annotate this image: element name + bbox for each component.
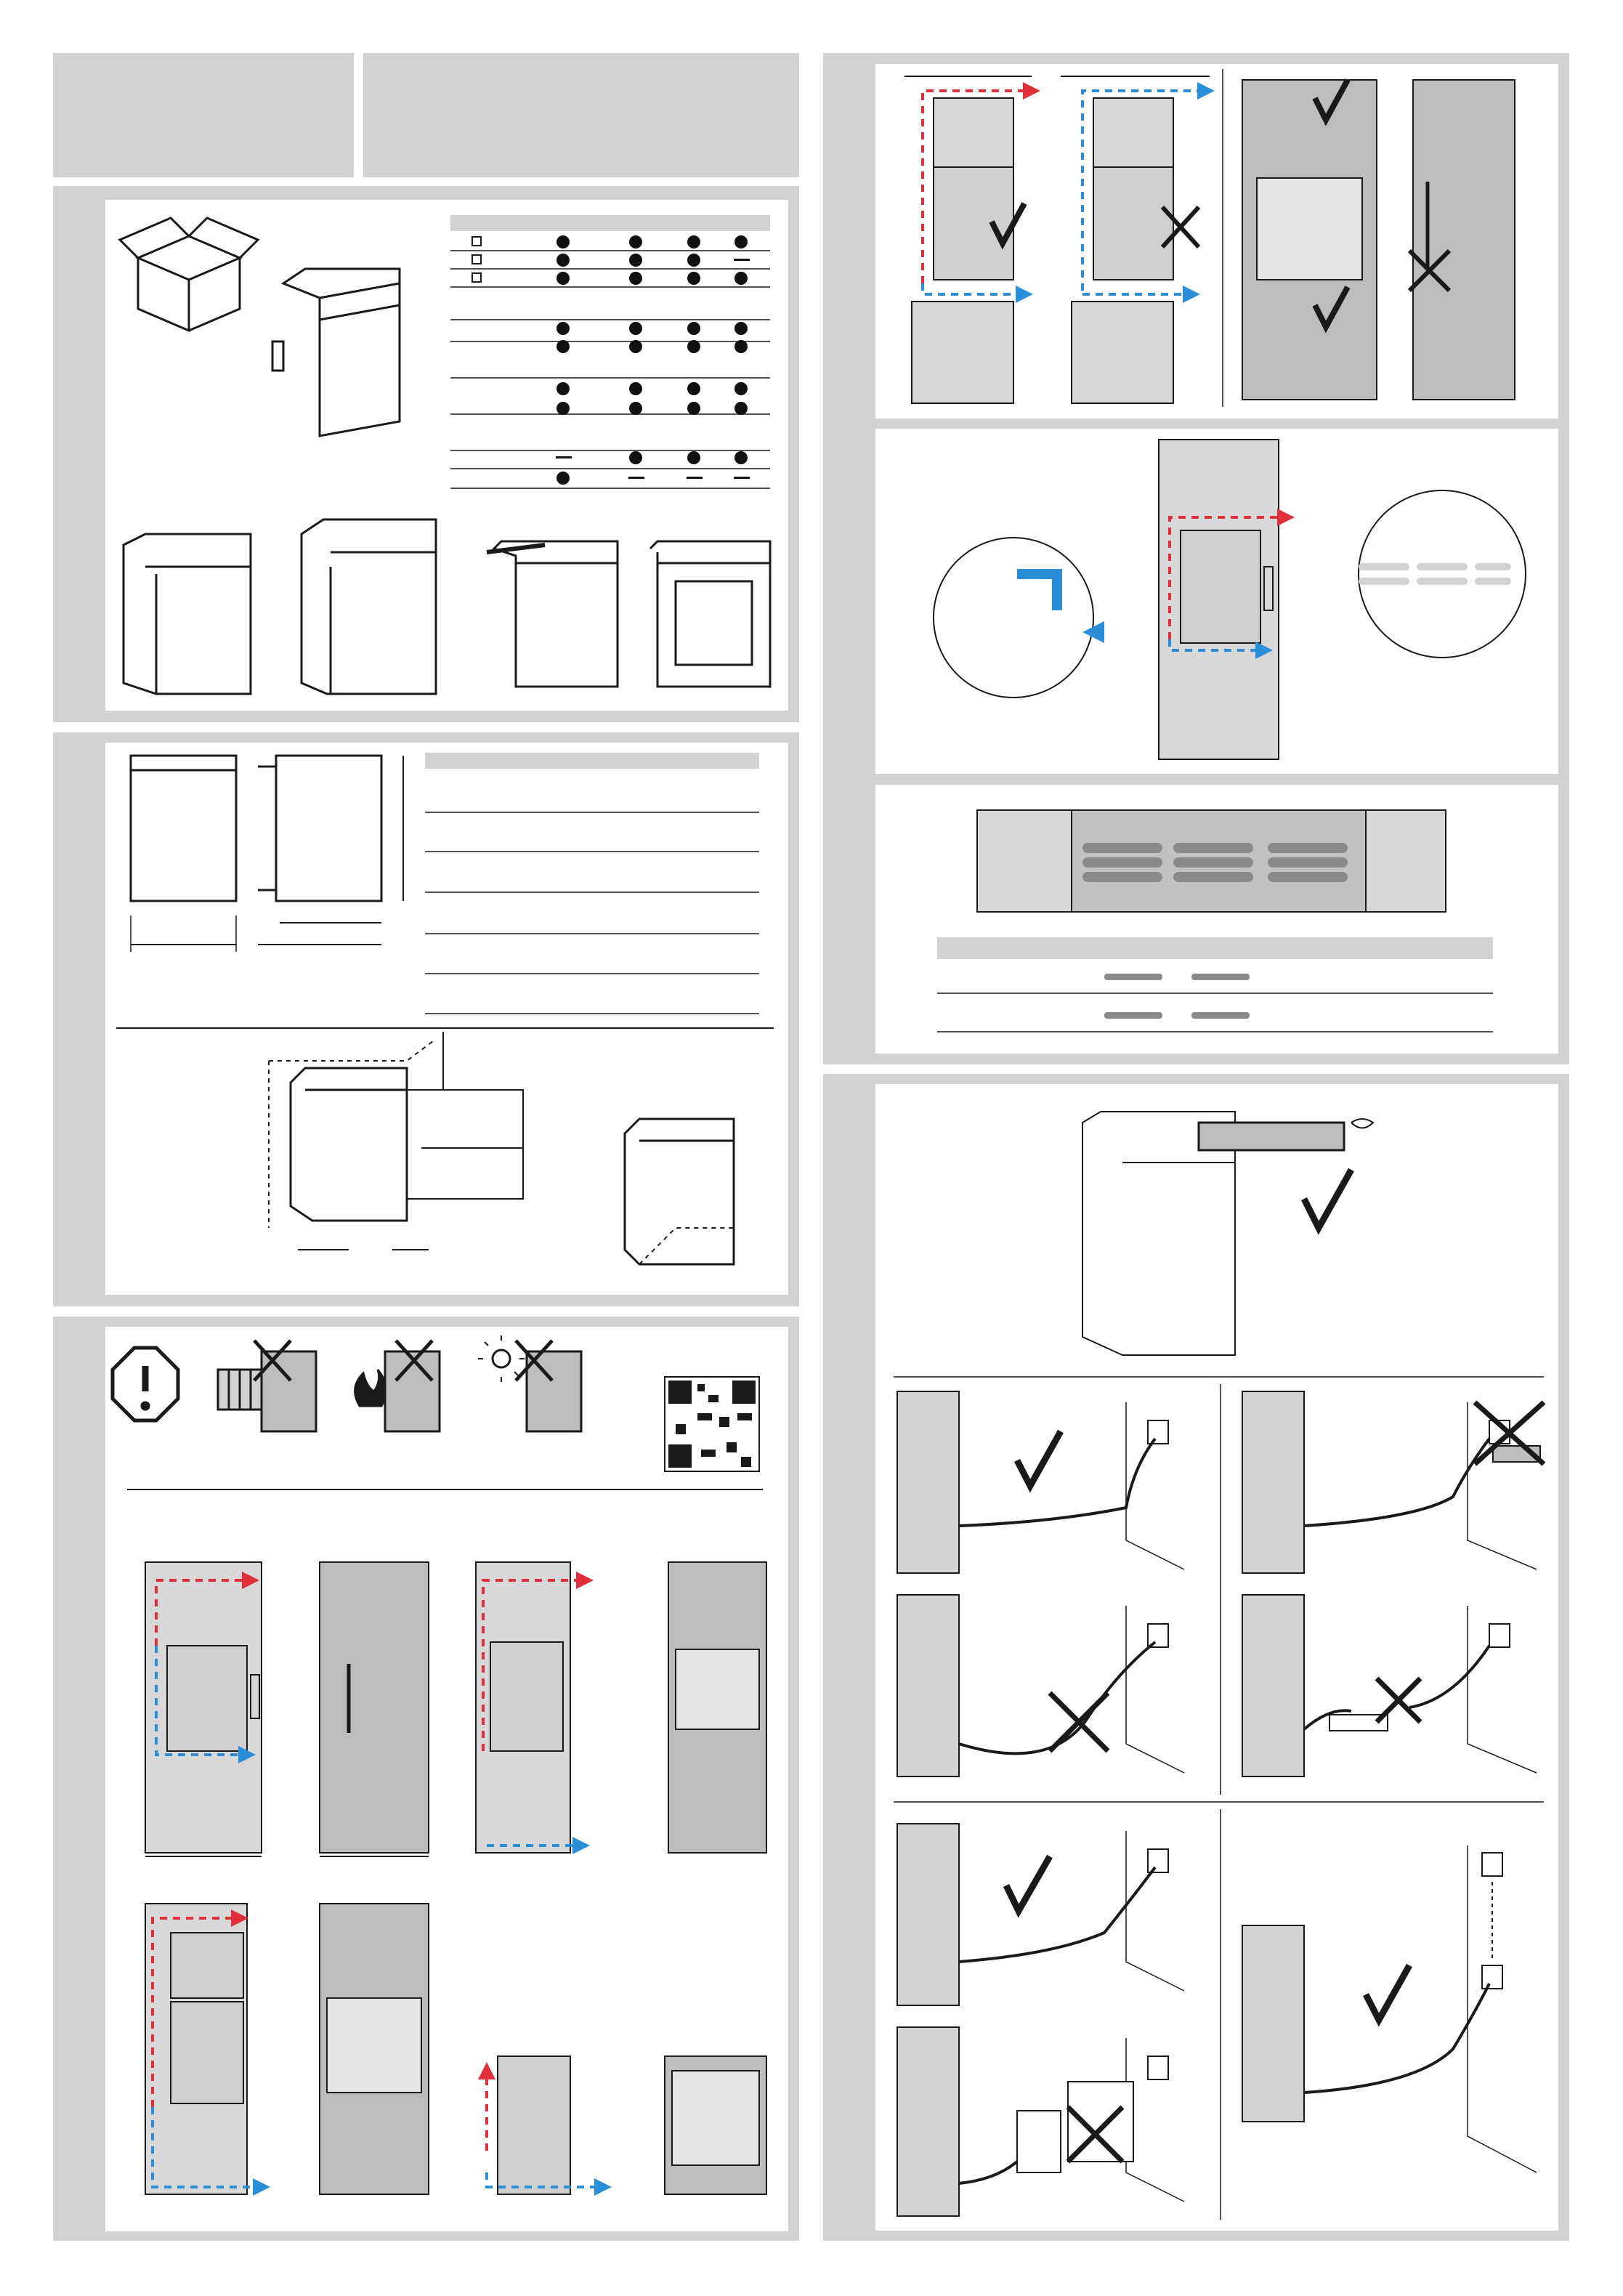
sun-icon [478, 1335, 581, 1431]
airflow-examples [904, 69, 1515, 407]
package-box-icon [120, 218, 258, 331]
fridge-product-illustration [272, 269, 400, 436]
warning-icon [113, 1348, 178, 1420]
product-variants [124, 520, 770, 694]
flame-icon [355, 1341, 440, 1431]
ventilation-grille-detail [934, 440, 1526, 759]
feature-matrix-table [450, 215, 770, 488]
dimension-drawings [116, 753, 774, 1264]
leveling-illustration [1082, 1112, 1373, 1355]
ventilation-scenes-left [145, 1562, 766, 2194]
checkmark-icon [1304, 1170, 1351, 1228]
electrical-scenes [897, 1391, 1540, 2216]
grille-dimension-table [937, 810, 1493, 1032]
qr-code-icon [665, 1377, 759, 1471]
radiator-icon [218, 1341, 316, 1431]
